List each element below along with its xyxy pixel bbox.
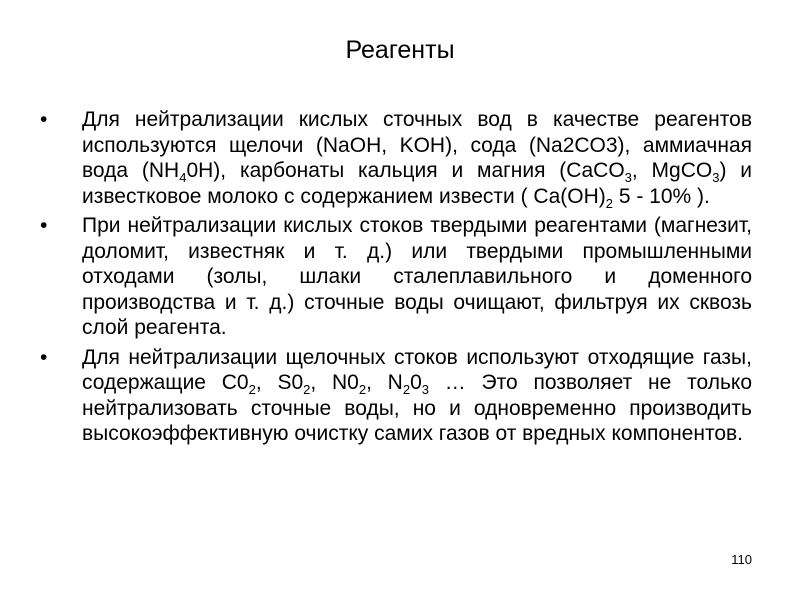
bullet-item-1 [40,107,752,209]
bullet-text-2: При нейтрализации кислых стоков твердыми реагентами (магнезит, доломит, известняк и т. д.) или твердыми промышленными отходами (золы, шлаки сталеплавильного и доменного производства и т. д.) сточные воды очищают, фильтруя их сквозь слой реагента. [82,214,752,339]
bullet-item-3 [40,345,752,447]
bullet-dot-icon: • [40,214,48,237]
bullet-list [40,107,752,451]
bullet-dot-icon: • [40,345,48,369]
bullet-text-3: Для нейтрализации щелочных стоков используют отходящие газы, содержащие $C0_2$, $S0_2$, $N0_2$, $N_20_3$ … Это позволяет не только нейтрализовать сточные воды, но и одновременно производить высокоэффективную очистку самих газов от вредных компонентов. [82,345,752,445]
slide-title: Реагенты [345,36,455,64]
bullet-text-1: Для нейтрализации кислых сточных вод в качестве реагентов используются щелочи (NaOH, KOH), сода (Na2CO3), аммиачная вода $(NH_40H)$, карбонаты кальция и магния (CaCO$_3$, MgCO$_3$) и известковое молоко с содержанием извести ( $Ca(OH)_2$ 5 - 10% ). [82,108,752,211]
bullet-item-2 [40,213,752,341]
bullet-dot-icon: • [40,108,48,131]
page-number: 110 [731,552,752,567]
